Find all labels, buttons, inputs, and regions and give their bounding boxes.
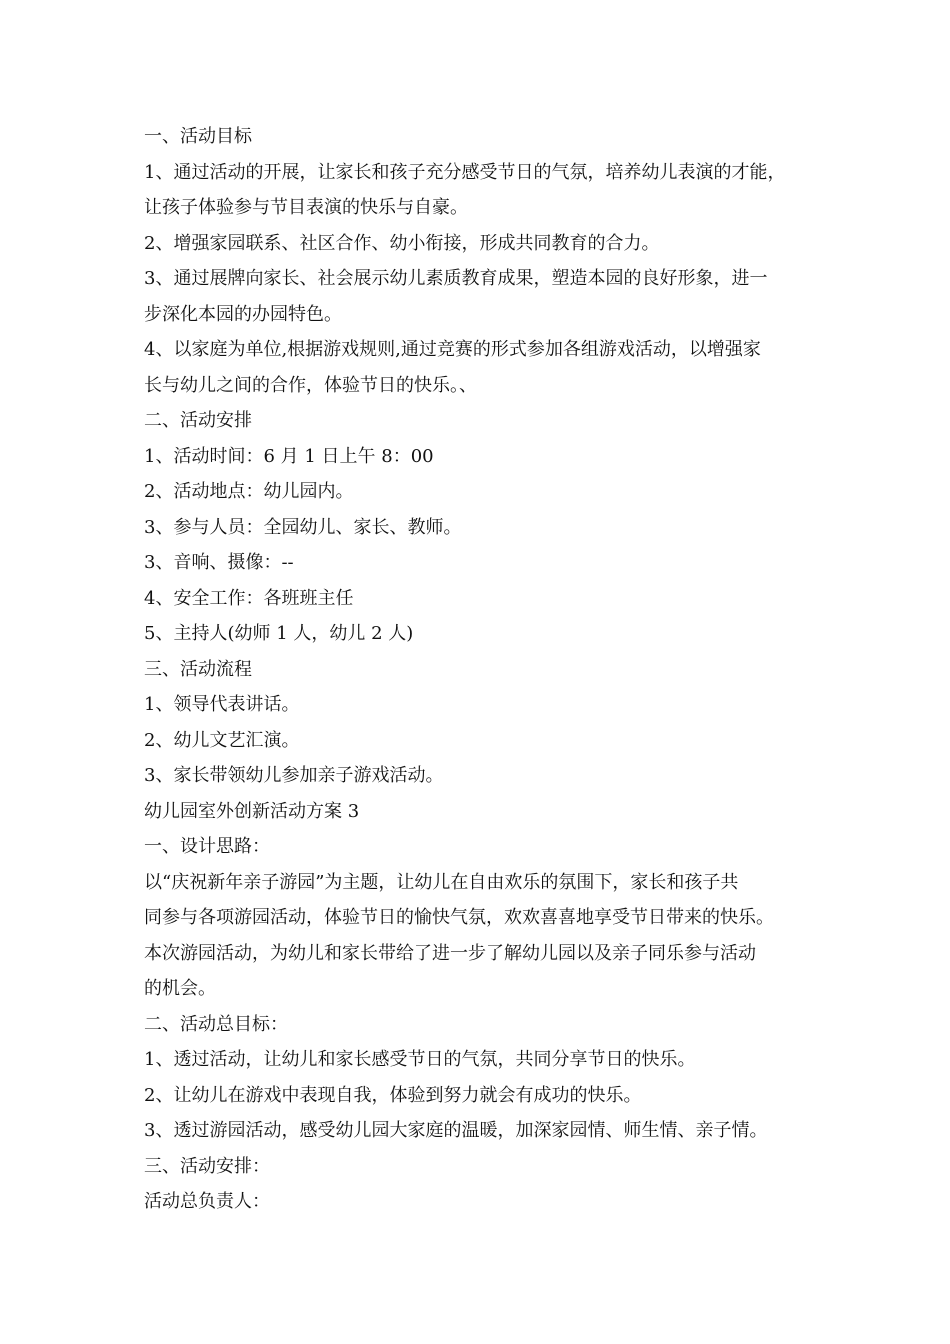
section-heading-overall-goals: 二、活动总目标： — [144, 1013, 288, 1035]
text-line: 1、领导代表讲话。 — [144, 694, 300, 715]
text-line: 3、透过游园活动，感受幼儿园大家庭的温暖，加深家园情、师生情、亲子情。 — [144, 1120, 768, 1141]
section-heading-arrangement: 二、活动安排 — [144, 410, 252, 431]
text-line: 本次游园活动，为幼儿和家长带给了进一步了解幼儿园以及亲子同乐参与活动 — [144, 942, 756, 964]
text-line: 1、活动时间：6 月 1 日上午 8：00 — [144, 445, 434, 467]
section-heading-goals: 一、活动目标 — [144, 126, 252, 147]
text-line: 1、通过活动的开展，让家长和孩子充分感受节日的气氛，培养幼儿表演的才能， — [144, 161, 786, 183]
plan-title: 幼儿园室外创新活动方案 3 — [144, 800, 360, 822]
section-heading-process: 三、活动流程 — [144, 658, 252, 680]
text-line: 让孩子体验参与节目表演的快乐与自豪。 — [144, 197, 468, 218]
text-line: 2、活动地点：幼儿园内。 — [144, 481, 354, 502]
text-line: 3、家长带领幼儿参加亲子游戏活动。 — [144, 765, 444, 786]
text-line: 3、通过展牌向家长、社会展示幼儿素质教育成果，塑造本园的良好形象，进一 — [144, 268, 768, 289]
section-heading-arrangement-2: 三、活动安排： — [144, 1155, 270, 1177]
text-line: 3、参与人员：全园幼儿、家长、教师。 — [144, 516, 462, 538]
text-line: 的机会。 — [144, 978, 216, 999]
text-line: 4、安全工作：各班班主任 — [144, 587, 354, 609]
text-line: 2、幼儿文艺汇演。 — [144, 729, 300, 751]
text-line: 同参与各项游园活动，体验节日的愉快气氛，欢欢喜喜地享受节日带来的快乐。 — [144, 907, 774, 928]
text-line: 以“庆祝新年亲子游园”为主题，让幼儿在自由欢乐的氛围下，家长和孩子共 — [144, 871, 739, 893]
section-heading-design: 一、设计思路： — [144, 836, 270, 857]
document-body — [144, 119, 824, 1220]
text-line: 4、以家庭为单位,根据游戏规则,通过竞赛的形式参加各组游戏活动，以增强家 — [144, 339, 761, 360]
text-line: 步深化本园的办园特色。 — [144, 303, 342, 325]
text-line: 长与幼儿之间的合作，体验节日的快乐。、 — [144, 374, 477, 396]
text-line: 活动总负责人： — [144, 1191, 270, 1212]
text-line: 1、透过活动，让幼儿和家长感受节日的气氛，共同分享节日的快乐。 — [144, 1049, 696, 1070]
text-line: 3、音响、摄像：-- — [144, 552, 294, 573]
text-line: 5、主持人(幼师 1 人，幼儿 2 人) — [144, 623, 414, 644]
text-line: 2、增强家园联系、社区合作、幼小衔接，形成共同教育的合力。 — [144, 232, 660, 254]
text-line: 2、让幼儿在游戏中表现自我，体验到努力就会有成功的快乐。 — [144, 1084, 642, 1106]
